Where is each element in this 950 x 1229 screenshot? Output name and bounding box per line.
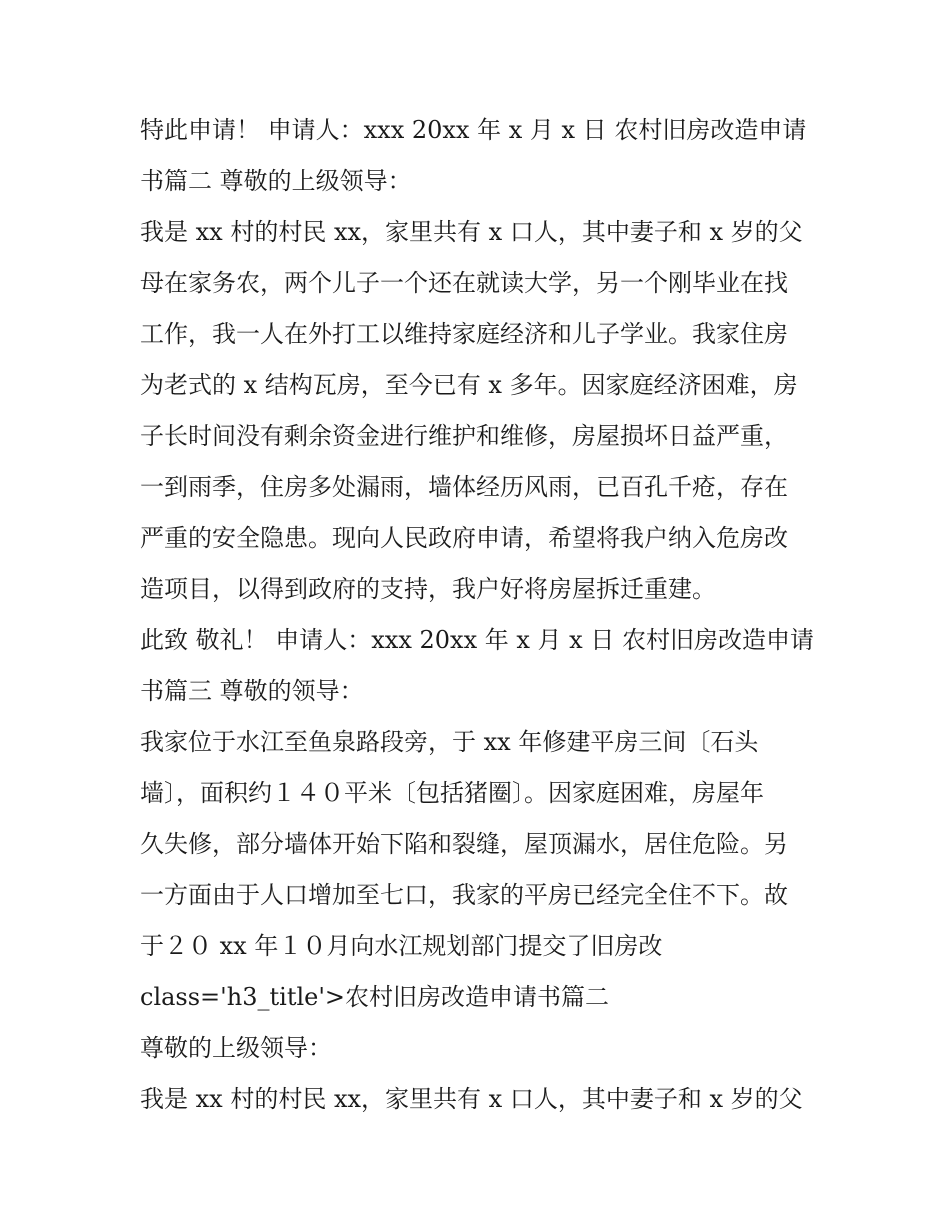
text-line-20: 我是 xx 村的村民 xx，家里共有 x 口人，其中妻子和 x 岁的父 xyxy=(140,1085,803,1113)
text-line-9: 严重的安全隐患。现向人民政府申请，希望将我户纳入危房改 xyxy=(140,524,788,552)
text-line-14: 墙〕，面积约１４０平米〔包括猪圈〕。因家庭困难，房屋年 xyxy=(140,779,764,807)
text-line-7: 子长时间没有剩余资金进行维护和维修，房屋损坏日益严重， xyxy=(140,422,788,450)
text-line-11: 此致 敬礼！ 申请人：xxx 20xx 年 x 月 x 日 农村旧房改造申请 xyxy=(140,626,814,654)
text-line-4: 母在家务农，两个儿子一个还在就读大学，另一个刚毕业在找 xyxy=(140,269,788,297)
text-line-15: 久失修，部分墙体开始下陷和裂缝，屋顶漏水，居住危险。另 xyxy=(140,830,788,858)
text-line-2: 书篇二 尊敬的上级领导： xyxy=(140,167,412,195)
text-line-12: 书篇三 尊敬的领导： xyxy=(140,677,364,705)
document-page xyxy=(140,105,820,1125)
text-line-19: 尊敬的上级领导： xyxy=(140,1034,332,1062)
text-line-1: 特此申请！ 申请人：xxx 20xx 年 x 月 x 日 农村旧房改造申请 xyxy=(140,116,807,144)
text-line-5: 工作，我一人在外打工以维持家庭经济和儿子学业。我家住房 xyxy=(140,320,788,348)
text-line-17: 于２０ xx 年１０月向水江规划部门提交了旧房改 xyxy=(140,932,663,960)
text-line-6: 为老式的 x 结构瓦房，至今已有 x 多年。因家庭经济困难，房 xyxy=(140,371,798,399)
text-line-8: 一到雨季，住房多处漏雨，墙体经历风雨，已百孔千疮，存在 xyxy=(140,473,788,501)
text-line-10: 造项目，以得到政府的支持，我户好将房屋拆迁重建。 xyxy=(140,575,716,603)
text-line-3: 我是 xx 村的村民 xx，家里共有 x 口人，其中妻子和 x 岁的父 xyxy=(140,218,803,246)
text-line-18: class='h3_title'>农村旧房改造申请书篇二 xyxy=(140,983,610,1011)
text-line-13: 我家位于水江至鱼泉路段旁，于 xx 年修建平房三间〔石头 xyxy=(140,728,759,756)
text-line-16: 一方面由于人口增加至七口，我家的平房已经完全住不下。故 xyxy=(140,881,788,909)
